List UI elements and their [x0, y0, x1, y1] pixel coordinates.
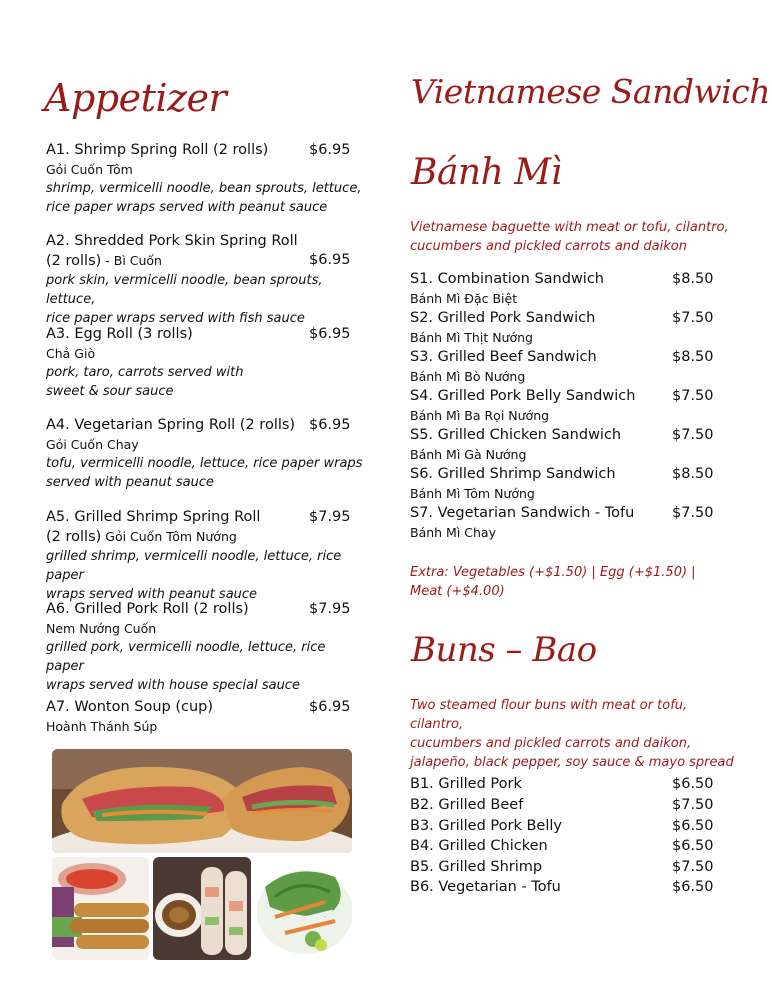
- item-vietnamese-name: Bánh Mì Thịt Nướng: [410, 330, 533, 345]
- item-price: $8.50: [672, 271, 714, 287]
- item-vietnamese-name: Gỏi Cuốn Chay: [46, 437, 139, 452]
- item-description-line: rice paper wraps served with peanut sauce: [46, 200, 328, 215]
- item-name: S5. Grilled Chicken Sandwich: [410, 427, 622, 443]
- item-name: S6. Grilled Shrimp Sandwich: [410, 466, 616, 482]
- item-name: A1. Shrimp Spring Roll (2 rolls): [46, 142, 269, 158]
- menu-item-a3: [46, 325, 366, 401]
- item-price: $6.95: [309, 326, 351, 342]
- menu-item-a6: [46, 600, 366, 695]
- menu-item-s4: [410, 386, 720, 425]
- menu-item-s2: [410, 308, 720, 347]
- item-name: S4. Grilled Pork Belly Sandwich: [410, 388, 636, 404]
- item-name: S7. Vegetarian Sandwich - Tofu: [410, 505, 635, 521]
- item-price: $6.95: [309, 699, 351, 715]
- item-description-line: wraps served with house special sauce: [46, 678, 300, 693]
- item-vietnamese-name: Bánh Mì Gà Nướng: [410, 447, 527, 462]
- extras-line: Meat (+$4.00): [410, 584, 505, 599]
- description-line: jalapeño, black pepper, soy sauce & mayo spread: [410, 755, 734, 770]
- item-vietnamese-name: - Bì Cuốn: [101, 253, 162, 268]
- item-vietnamese-name: Gỏi Cuốn Tôm: [46, 162, 133, 177]
- item-price: $7.50: [672, 797, 714, 813]
- buns-heading: Buns – Bao: [411, 630, 597, 670]
- item-price: $7.95: [309, 509, 351, 525]
- description-line: Vietnamese baguette with meat or tofu, cilantro,: [410, 220, 729, 235]
- item-price: $6.50: [672, 818, 714, 834]
- item-name-continued: (2 rolls): [46, 529, 102, 545]
- menu-item-s6: [410, 464, 720, 503]
- item-price: $6.50: [672, 838, 714, 854]
- item-name: A3. Egg Roll (3 rolls): [46, 326, 193, 342]
- item-price: $6.95: [309, 417, 351, 433]
- item-name: S1. Combination Sandwich: [410, 271, 604, 287]
- item-name: B4. Grilled Chicken: [410, 838, 548, 854]
- menu-item-b2: [410, 795, 720, 815]
- egg-roll-photo: [52, 857, 149, 960]
- item-price: $6.50: [672, 776, 714, 792]
- item-description-line: grilled shrimp, vermicelli noodle, lettuce, rice paper: [46, 549, 342, 583]
- item-name: B2. Grilled Beef: [410, 797, 524, 813]
- appetizer-heading: Appetizer: [44, 76, 227, 120]
- item-name: A4. Vegetarian Spring Roll (2 rolls): [46, 417, 296, 433]
- item-description-line: rice paper wraps served with fish sauce: [46, 311, 305, 326]
- menu-item-s7: [410, 503, 720, 542]
- item-name: A5. Grilled Shrimp Spring Roll: [46, 509, 261, 525]
- item-description-line: tofu, vermicelli noodle, lettuce, rice paper wraps: [46, 456, 363, 471]
- item-price: $6.50: [672, 879, 714, 895]
- buns-description: [410, 696, 740, 772]
- item-price: $8.50: [672, 349, 714, 365]
- item-vietnamese-name: Nem Nướng Cuốn: [46, 621, 157, 636]
- item-vietnamese-name: Bánh Mì Tôm Nướng: [410, 486, 535, 501]
- item-vietnamese-name: Bánh Mì Đặc Biệt: [410, 291, 518, 306]
- item-vietnamese-name: Hoành Thánh Súp: [46, 719, 158, 734]
- menu-item-b5: [410, 857, 720, 877]
- item-name: A7. Wonton Soup (cup): [46, 699, 214, 715]
- menu-item-s5: [410, 425, 720, 464]
- menu-item-s1: [410, 269, 720, 308]
- item-vietnamese-name: Bánh Mì Chay: [410, 525, 496, 540]
- menu-item-a7: [46, 698, 366, 736]
- item-name-continued: (2 rolls): [46, 253, 102, 269]
- menu-item-s3: [410, 347, 720, 386]
- banh-mi-sandwich-photo: [52, 749, 352, 853]
- item-price: $7.50: [672, 859, 714, 875]
- item-price: $7.50: [672, 388, 714, 404]
- description-line: cucumbers and pickled carrots and daikon: [410, 239, 687, 254]
- spring-roll-photo: [153, 857, 251, 960]
- item-price: $6.95: [309, 252, 351, 268]
- menu-item-b3: [410, 816, 720, 836]
- item-description-line: grilled pork, vermicelli noodle, lettuce, rice paper: [46, 640, 326, 674]
- menu-item-a2: [46, 232, 366, 328]
- item-vietnamese-name: Bánh Mì Bò Nướng: [410, 369, 526, 384]
- garnish-photo: [255, 857, 352, 960]
- item-description-line: served with peanut sauce: [46, 475, 214, 490]
- sandwich-extras: [410, 563, 740, 601]
- item-name: A2. Shredded Pork Skin Spring Roll: [46, 233, 298, 249]
- menu-item-a1: [46, 141, 366, 217]
- menu-item-a5: [46, 508, 366, 604]
- item-name: B3. Grilled Pork Belly: [410, 818, 562, 834]
- description-line: Two steamed flour buns with meat or tofu, cilantro,: [410, 698, 688, 732]
- item-description-line: shrimp, vermicelli noodle, bean sprouts, lettuce,: [46, 181, 362, 196]
- item-vietnamese-name: Gỏi Cuốn Tôm Nướng: [101, 529, 237, 544]
- item-price: $7.50: [672, 505, 714, 521]
- item-price: $7.95: [309, 601, 351, 617]
- item-vietnamese-name: Chả Giò: [46, 346, 96, 361]
- item-name: S3. Grilled Beef Sandwich: [410, 349, 597, 365]
- menu-item-b6: [410, 877, 720, 897]
- item-price: $7.50: [672, 427, 714, 443]
- item-name: A6. Grilled Pork Roll (2 rolls): [46, 601, 249, 617]
- item-description-line: sweet & sour sauce: [46, 384, 174, 399]
- item-description-line: pork, taro, carrots served with: [46, 365, 244, 380]
- item-name: S2. Grilled Pork Sandwich: [410, 310, 596, 326]
- item-price: $6.95: [309, 142, 351, 158]
- item-name: B6. Vegetarian - Tofu: [410, 879, 561, 895]
- banh-mi-heading: Bánh Mì: [411, 152, 562, 193]
- menu-item-a4: [46, 416, 366, 492]
- menu-item-b4: [410, 836, 720, 856]
- item-price: $8.50: [672, 466, 714, 482]
- description-line: cucumbers and pickled carrots and daikon,: [410, 736, 692, 751]
- item-name: B1. Grilled Pork: [410, 776, 522, 792]
- item-description-line: pork skin, vermicelli noodle, bean sprouts, lettuce,: [46, 273, 323, 307]
- item-vietnamese-name: Bánh Mì Ba Rọi Nướng: [410, 408, 550, 423]
- sandwich-heading: Vietnamese Sandwich: [411, 72, 770, 111]
- extras-line: Extra: Vegetables (+$1.50) | Egg (+$1.50) |: [410, 565, 696, 580]
- sandwich-description: [410, 218, 740, 256]
- item-price: $7.50: [672, 310, 714, 326]
- item-name: B5. Grilled Shrimp: [410, 859, 543, 875]
- item-description-line: wraps served with peanut sauce: [46, 587, 258, 602]
- menu-item-b1: [410, 774, 720, 794]
